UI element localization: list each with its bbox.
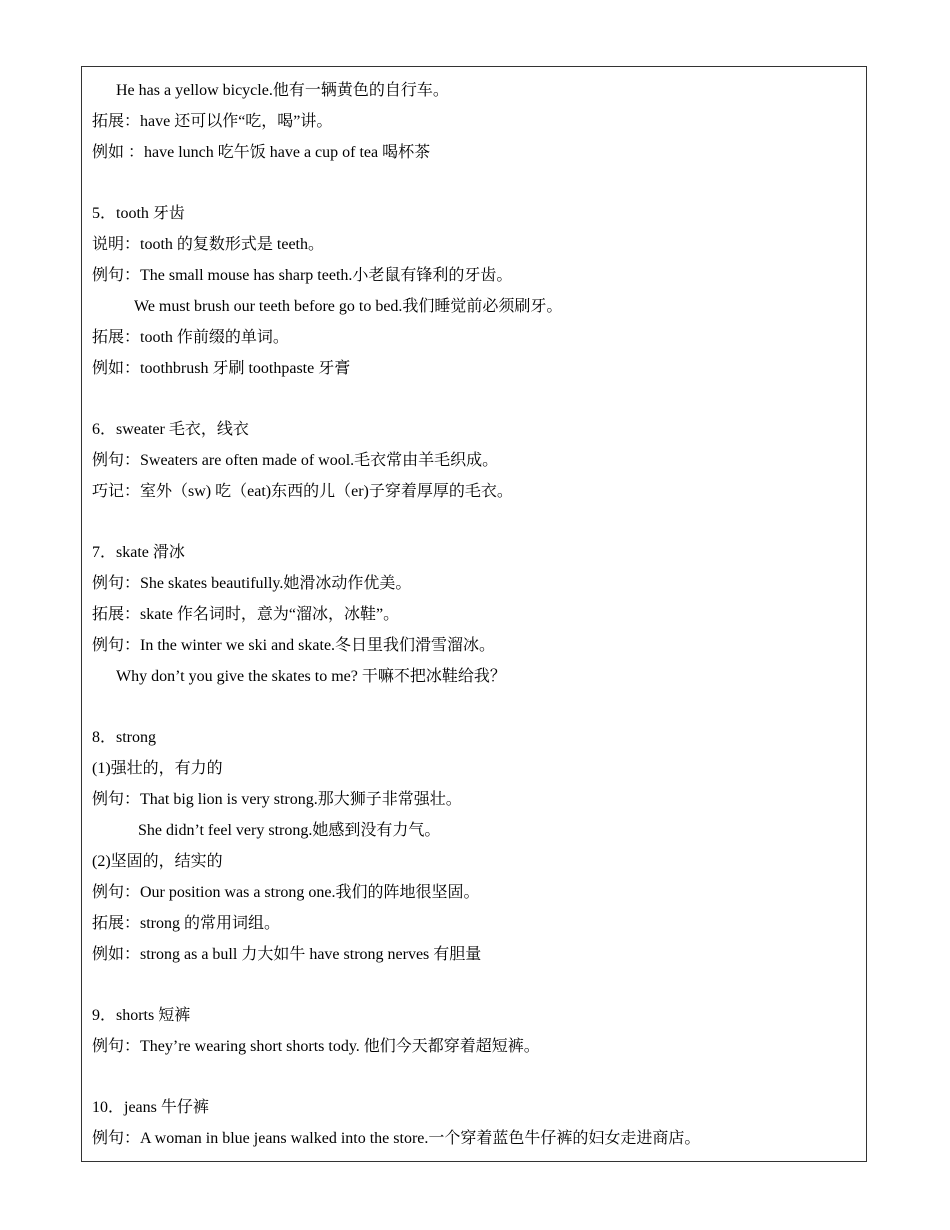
text-line: She didn’t feel very strong.她感到没有力气。 bbox=[138, 822, 441, 839]
text-line: 例句：That big lion is very strong.那大狮子非常强壮。 bbox=[92, 791, 462, 808]
section-heading: 9．shorts 短裤 bbox=[92, 1007, 191, 1024]
text-line: 巧记：室外（sw) 吃（eat)东西的儿（er)子穿着厚厚的毛衣。 bbox=[92, 483, 513, 500]
text-line: 例如：toothbrush 牙刷 toothpaste 牙膏 bbox=[92, 360, 351, 377]
text-line: 拓展：skate 作名词时，意为“溜冰，冰鞋”。 bbox=[92, 606, 400, 623]
text-line: We must brush our teeth before go to bed.我们睡觉前必须刷牙。 bbox=[134, 298, 563, 315]
text-line: 例句：In the winter we ski and skate.冬日里我们滑雪溜冰。 bbox=[92, 637, 496, 654]
text-line: (2)坚固的，结实的 bbox=[92, 853, 223, 870]
text-line: 例如：strong as a bull 力大如牛 have strong nerves 有胆量 bbox=[92, 946, 482, 963]
text-line: 拓展：strong 的常用词组。 bbox=[92, 915, 281, 932]
text-line: 例句：The small mouse has sharp teeth.小老鼠有锋利的牙齿。 bbox=[92, 267, 513, 284]
section-heading: 7．skate 滑冰 bbox=[92, 544, 185, 561]
text-line: 例句：Sweaters are often made of wool.毛衣常由羊毛织成。 bbox=[92, 452, 499, 469]
text-line: 例句：Our position was a strong one.我们的阵地很坚固。 bbox=[92, 884, 480, 901]
text-line: 拓展：have 还可以作“吃，喝”讲。 bbox=[92, 113, 333, 130]
section-heading: 5．tooth 牙齿 bbox=[92, 205, 185, 222]
text-line: Why don’t you give the skates to me? 干嘛不把冰鞋给我？ bbox=[116, 668, 506, 685]
text-line: 例句：She skates beautifully.她滑冰动作优美。 bbox=[92, 575, 412, 592]
section-heading: 6．sweater 毛衣，线衣 bbox=[92, 421, 249, 438]
text-line: 例句：A woman in blue jeans walked into the store.一个穿着蓝色牛仔裤的妇女走进商店。 bbox=[92, 1130, 701, 1147]
text-line: 拓展：tooth 作前缀的单词。 bbox=[92, 329, 289, 346]
text-line: (1)强壮的，有力的 bbox=[92, 760, 223, 777]
text-line: 例如 ：have lunch 吃午饭 have a cup of tea 喝杯茶 bbox=[92, 144, 431, 161]
section-heading: 8．strong bbox=[92, 729, 157, 746]
text-line: 说明：tooth 的复数形式是 teeth。 bbox=[92, 236, 324, 253]
text-line: 例句：They’re wearing short shorts tody. 他们今天都穿着超短裤。 bbox=[92, 1038, 540, 1055]
content-box bbox=[81, 66, 867, 1162]
section-heading: 10．jeans 牛仔裤 bbox=[92, 1099, 209, 1116]
text-line: He has a yellow bicycle.他有一辆黄色的自行车。 bbox=[116, 82, 449, 99]
